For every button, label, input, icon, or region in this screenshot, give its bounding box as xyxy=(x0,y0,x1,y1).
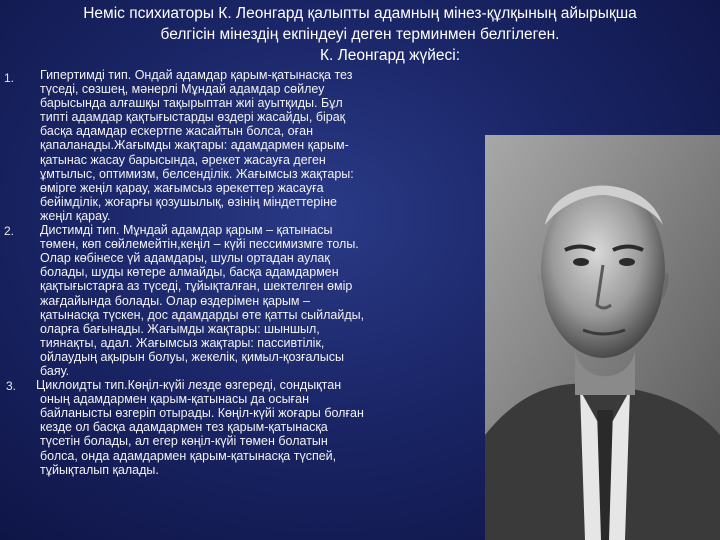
text-line: түседі, сөзшең, мәнерлі Мұндай адамдар сөйлеу xyxy=(40,82,325,97)
text-line: кезде ол басқа адамдармен тез қарым-қатынасқа xyxy=(40,420,328,435)
text-line: тиянақты, адал. Жағымсыз жақтары: пассивтілік, xyxy=(40,335,325,350)
slide-title xyxy=(0,3,720,66)
text-line: басқа адамдар ескертпе жасайтын болса, оған xyxy=(40,124,314,139)
list-item-dysthymic xyxy=(0,223,470,378)
text-line: жеңіл қарау. xyxy=(40,208,111,223)
list-number: 1. xyxy=(4,71,15,85)
text-line: оның адамдармен қарым-қатынасы да осыған xyxy=(40,392,309,407)
list-item-hyperthymic xyxy=(0,68,470,223)
text-line: ойлаудың ақырын болуы, жекелік, қимыл-қозғалысы xyxy=(40,349,345,364)
text-line: түсетін болады, ал егер көңіл-күйі төмен болатын xyxy=(40,434,328,449)
text-line: байланысты өзгеріп отырады. Көңіл-күйі жоғары болған xyxy=(40,406,364,421)
list-item-text xyxy=(40,68,470,223)
text-line: қақтығыстарға аз түседі, тұйықталған, шектелген өмір xyxy=(40,279,353,294)
text-line: бейімділік, жоғарғы қозушылық, өзінің міндеттеріне xyxy=(40,194,337,209)
text-line: оларға бағынады. Жағымды жақтары: шыншыл, xyxy=(40,321,320,336)
text-line: Олар көбінесе үй адамдары, шулы ортадан аулақ xyxy=(40,251,330,266)
text-line: баяу. xyxy=(40,363,70,378)
text-line: қатынасқа түскен, дос адамдарды өте қатты сыйлайды, xyxy=(40,307,365,322)
text-line: ұмтылыс, оптимизм, белсенділік. Жағымсыз жақтары: xyxy=(40,166,354,181)
text-line: болады, шуды көтере алмайды, басқа адамдармен xyxy=(40,265,339,280)
text-line: Дистимді тип. Мұндай адамдар қарым – қатынасы xyxy=(40,223,333,238)
list-number: 2. xyxy=(4,224,15,239)
title-line-2: белгісін мінездің екпіндеуі деген терминмен белгілеген. xyxy=(160,26,560,43)
text-line: типті адамдар қақтығыстарды өздері жасайды, бірақ xyxy=(40,110,346,125)
portrait-photo xyxy=(485,135,720,540)
list-item-text xyxy=(40,223,470,378)
typology-list xyxy=(0,68,470,477)
text-line: жағдайында болады. Олар өздерімен қарым – xyxy=(40,293,310,308)
text-line: Циклоидты тип.Көңіл-күйі лезде өзгереді, сондықтан xyxy=(36,378,342,393)
text-line: қатынас жасау барысында, әрекет жасауға деген xyxy=(40,152,326,167)
text-line: Гипертимді тип. Ондай адамдар қарым-қатынасқа тез xyxy=(40,68,353,82)
list-item-cycloid xyxy=(0,378,470,477)
text-line: төмен, көп сөйлемейтін,кеңіл – күйі пессимизмге толы. xyxy=(40,237,359,252)
text-line: өмірге жеңіл қарау, жағымсыз әрекеттер жасауға xyxy=(40,180,324,195)
title-line-1: Неміс психиаторы К. Леонгард қалыпты адамның мінез-құлқының айырықша xyxy=(83,5,637,22)
list-item-text xyxy=(36,378,470,477)
text-line: болса, онда адамдармен қарым-қатынасқа түспей, xyxy=(40,448,337,463)
text-line: қапаланады.Жағымды жақтары: адамдармен қарым- xyxy=(40,138,349,153)
title-line-3: К. Леонгард жүйесі: xyxy=(319,47,461,64)
list-number: 3. xyxy=(6,379,17,394)
text-line: тұйықталып қалады. xyxy=(40,462,159,477)
text-line: барысында алғашқы тақырыптан жиі ауытқиды. Бұл xyxy=(40,96,343,111)
